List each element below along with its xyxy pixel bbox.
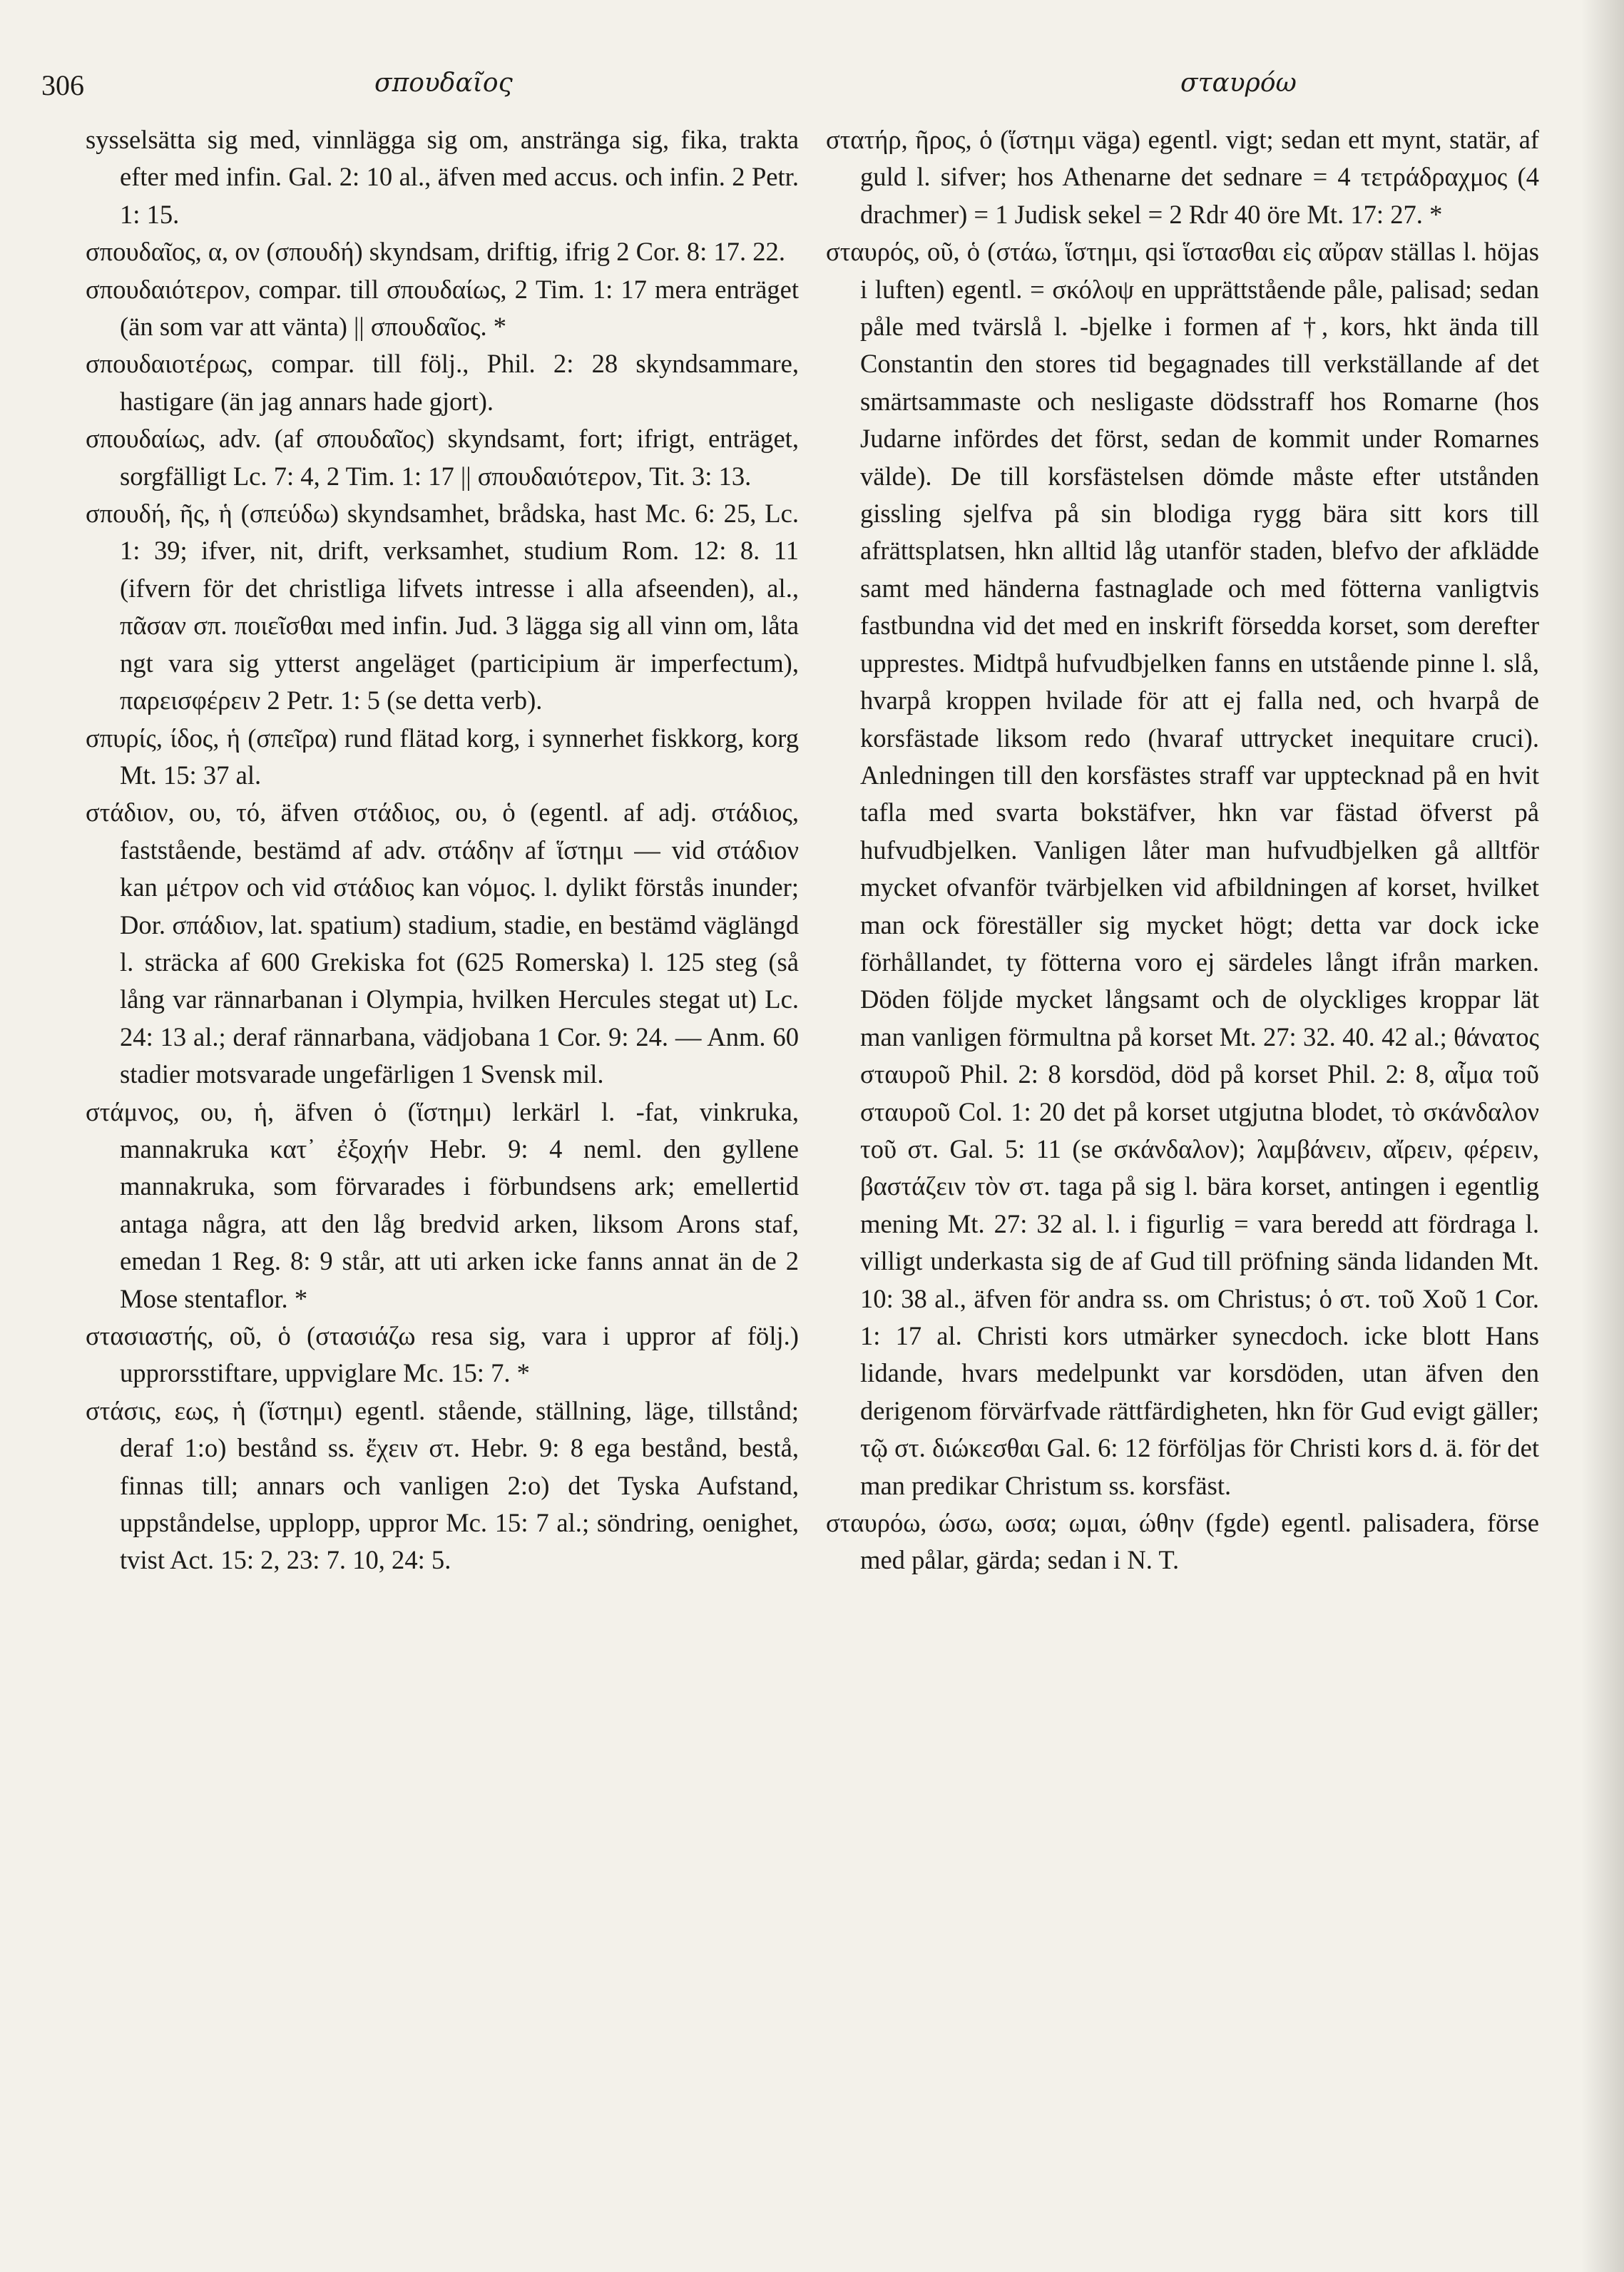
dictionary-entry-continued: sysselsätta sig med, vinnlägga sig om, anstränga sig, fika, trakta efter med infin. Gal. 2: 10 al., äfven med accus. och infin. 2 Petr. 1: 15. — [86, 125, 799, 229]
dictionary-entry: σπουδή, ῆς, ἡ (σπεύδω) skyndsamhet, brådska, hast Mc. 6: 25, Lc. 1: 39; ifver, nit, drift, verksamhet, studium Rom. 12: 8. 11 (ifvern för det christliga lifvets intresse i alla afseenden), al., πᾶσαν σπ. ποιεῖσθαι med infin. Jud. 3 lägga sig all vinn om, låta ngt vara sig ytterst angeläget (participium är imperfectum), παρεισφέρειν 2 Petr. 1: 5 (se detta verb). — [86, 499, 799, 715]
dictionary-entry: στάδιον, ου, τό, äfven στάδιος, ου, ὁ (egentl. af adj. στάδιος, faststående, bestämd af adv. στάδην af ἵστημι — vid στάδιον kan μέτρον och vid στάδιος kan νόμος. l. dylikt förstås inunder; Dor. σπάδιον, lat. spatium) stadium, stadie, en bestämd väglängd l. sträcka af 600 Grekiska fot (625 Romerska) l. 125 steg (så lång var rännarbanan i Olympia, hvilken Hercules stegat ut) Lc. 24: 13 al.; deraf rännarbana, vädjobana 1 Cor. 9: 24. — Anm. 60 stadier motsvarade ungefärligen 1 Svensk mil. — [86, 798, 799, 1089]
left-running-head: σπουδαῖος — [374, 68, 513, 98]
dictionary-entry: σπυρίς, ίδος, ἡ (σπεῖρα) rund flätad korg, i synnerhet fiskkorg, korg Mt. 15: 37 al. — [86, 723, 799, 790]
right-column — [826, 121, 1539, 1579]
dictionary-entry: σπουδαιότερον, compar. till σπουδαίως, 2 Tim. 1: 17 mera enträget (än som var att vänta) || σπουδαῖος. * — [86, 274, 799, 342]
dictionary-entry: σπουδαιοτέρως, compar. till följ., Phil. 2: 28 skyndsammare, hastigare (än jag annars hade gjort). — [86, 349, 799, 416]
dictionary-entry: στασιαστής, οῦ, ὁ (στασιάζω resa sig, vara i uppror af följ.) upprorsstiftare, uppviglare Mc. 15: 7. * — [86, 1321, 799, 1388]
dictionary-entry: σταυρός, οῦ, ὁ (στάω, ἵστημι, qsi ἵστασθαι εἰς αὔραν ställas l. höjas i luften) egentl. = σκόλοψ en upprättstående påle, palisad; sedan påle med tvärslå l. -bjelke i formen af †, kors, hkt ända till Constantin den stores tid begagnades till verkställande af det smärtsammaste och nesligaste dödsstraff hos Romarne (hos Judarne infördes det först, sedan de kommit under Romarnes välde). De till korsfästelsen dömde måste efter utstånden gissling sjelfva på sin blodiga rygg bära sitt kors till afrättsplatsen, hkn alltid låg utanför staden, blefvo der afklädde samt med händerna fastnaglade och med fötterna vanligtvis fastbundna vid det med en inskrift försedda korset, som derefter upprestes. Midtpå hufvudbjelken fanns en utstående pinne l. slå, hvarpå kroppen hvilade för att ej falla ned, och hvarpå de korsfästade liksom redo (hvaraf uttrycket inequitare cruci). Anledningen till den korsfästes straff var upptecknad på en hvit tafla med svarta bokstäfver, hkn var fästad öfverst på hufvudbjelken. Vanligen låter man hufvudbjelken gå alltför mycket ofvanför tvärbjelken vid afbildningen af korset, hvilket man ock föreställer sig mycket högt; detta var dock icke förhållandet, ty fötterna voro ej särdeles långt ifrån marken. Döden följde mycket långsamt och de olyckliges kroppar lät man vanligen förmultna på korset Mt. 27: 32. 40. 42 al.; θάνατος σταυροῦ Phil. 2: 8 korsdöd, död på korset Phil. 2: 8, αἷμα τοῦ σταυροῦ Col. 1: 20 det på korset utgjutna blodet, τὸ σκάνδαλον τοῦ στ. Gal. 5: 11 (se σκάνδαλον); λαμβάνειν, αἴρειν, φέρειν, βαστάζειν τὸν στ. taga på sig l. bära korset, antingen i egentlig mening Mt. 27: 32 al. l. i figurlig = vara beredd att fördraga l. villigt underkasta sig de af Gud till pröfning sända lidanden Mt. 10: 38 al., äfven för andra ss. om Christus; ὁ στ. τοῦ Χοῦ 1 Cor. 1: 17 al. Christi kors utmärker synecdoch. icke blott Hans lidande, hvars medelpunkt var korsdöden, utan äfven den derigenom förvärfvade rättfärdigheten, hkn för Gud evigt gäller; τῷ στ. διώκεσθαι Gal. 6: 12 förföljas för Christi kors d. ä. för det man predikar Christum ss. korsfäst. — [826, 237, 1539, 1500]
right-running-head: σταυρόω — [1180, 68, 1297, 98]
page-number: 306 — [41, 69, 84, 101]
dictionary-entry: στάσις, εως, ἡ (ἵστημι) egentl. stående, ställning, läge, tillstånd; deraf 1:o) bestånd ss. ἔχειν στ. Hebr. 9: 8 ega bestånd, bestå, finnas till; annars och vanligen 2:o) det Tyska Aufstand, uppståndelse, upplopp, uppror Mc. 15: 7 al.; söndring, oenighet, tvist Act. 15: 2, 23: 7. 10, 24: 5. — [86, 1395, 799, 1575]
dictionary-entry: σπουδαῖος, α, ον (σπουδή) skyndsam, driftig, ifrig 2 Cor. 8: 17. 22. — [86, 237, 785, 267]
dictionary-entry: στάμνος, ου, ἡ, äfven ὁ (ἵστημι) lerkärl l. -fat, vinkruka, mannakruka κατ᾽ ἐξοχήν Hebr. 9: 4 neml. den gyllene mannakruka, som förvarades i förbundsens ark; emellertid antaga några, att den låg bredvid arken, liksom Arons staf, emedan 1 Reg. 8: 9 står, att uti arken icke fanns annat än de 2 Mose stentaflor. * — [86, 1096, 799, 1313]
page-binding-shadow — [1581, 0, 1624, 2272]
dictionary-entry: σπουδαίως, adv. (af σπουδαῖος) skyndsamt, fort; ifrigt, enträget, sorgfälligt Lc. 7: 4, 2 Tim. 1: 17 || σπουδαιότερον, Tit. 3: 13. — [86, 424, 799, 491]
dictionary-entry: σταυρόω, ώσω, ωσα; ωμαι, ώθην (fgde) egentl. palisadera, förse med pålar, gärda; sedan i N. T. — [826, 1508, 1539, 1575]
dictionary-entry: στατήρ, ῆρος, ὁ (ἵστημι väga) egentl. vigt; sedan ett mynt, statär, af guld l. sifver; hos Athenarne det sednare = 4 τετράδραχμος (4 drachmer) = 1 Judisk sekel = 2 Rdr 40 öre Mt. 17: 27. * — [826, 125, 1539, 229]
left-column — [86, 121, 799, 1579]
